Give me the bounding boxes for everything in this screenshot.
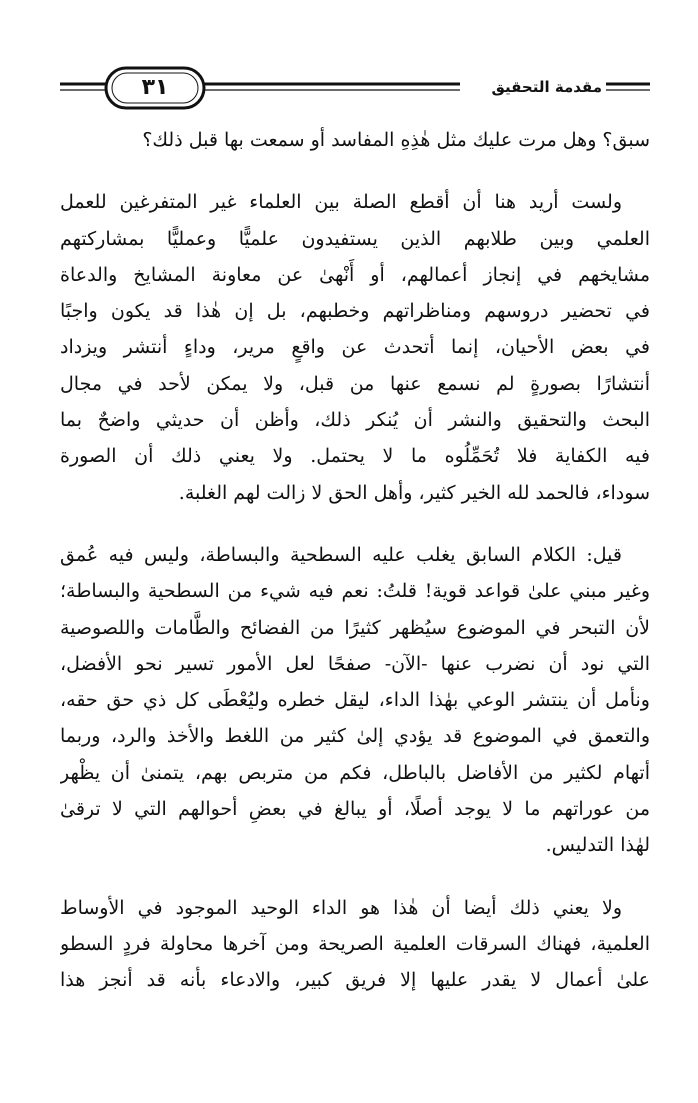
- text-line: وغير مبني علىٰ قواعد قوية! قلتُ: نعم فيه شيء من السطحية والبساطة؛: [60, 580, 650, 603]
- page-header: [60, 62, 650, 118]
- page-number: ٣١: [141, 75, 169, 100]
- text-line: ولست أريد هنا أن أقطع الصلة بين العلماء غير المتفرغين للعمل: [60, 191, 622, 214]
- text-line: والتعمق في الموضوع قد يؤدي إلىٰ كثير من اللغط والأخذ والرد، وربما: [60, 725, 650, 748]
- text-line: العلمية، فهناك السرقات العلمية الصريحة ومن آخرها محاولة فردٍ السطو: [60, 932, 650, 955]
- paragraph: [60, 122, 650, 158]
- text-line: البحث والتحقيق والنشر أن يُنكر ذلك، وأظن أن حديثي واضحٌ بما: [60, 409, 650, 432]
- paragraph: [60, 184, 650, 511]
- text-line: فيه الكفاية فلا تُحَمِّلُوه ما لا يحتمل. ولا يعني ذلك أن الصورة: [60, 445, 650, 468]
- text-line: قيل: الكلام السابق يغلب عليه السطحية والبساطة، وليس فيه عُمق: [60, 543, 622, 566]
- text-line: سبق؟ وهل مرت عليك مثل هٰذِهِ المفاسد أو سمعت بها قبل ذلك؟: [142, 129, 650, 151]
- paragraph: [60, 890, 650, 999]
- text-line: في تحضير دروسهم ومناظراتهم وخطبهم، بل إن هٰذا قد يكون واجبًا: [60, 300, 650, 323]
- paragraph: [60, 537, 650, 864]
- text-line: أنتشارًا بصورةٍ لم نسمع عنها من قبل، ولا يمكن لأحد في مجال: [60, 372, 650, 395]
- text-line: في بعض الأحيان، إنما أتحدث عن واقعٍ مرير، وداءٍ أنتشر ويزداد: [60, 336, 650, 359]
- text-line: العلمي وبين طلابهم الذين يستفيدون علميًّا وعمليًّا بمشاركتهم: [60, 227, 650, 250]
- text-line: التي نود أن نضرب عنها -الآن- صفحًا لعل الأمور تسير نحو الأفضل،: [60, 652, 650, 675]
- text-line: لأن التبحر في الموضوع سيُظهر كثيرًا من الفضائح والطَّامات واللصوصية: [60, 616, 650, 639]
- text-line: أتهام لكثير من الأفاضل بالباطل، فكم من متربص بهم، يتمنىٰ أن يظْهر: [60, 761, 650, 784]
- running-title: مقدمة التحقيق: [491, 78, 602, 96]
- text-line: لهٰذا التدليس.: [545, 834, 650, 857]
- text-line: من عوراتهم ما لا يوجد أصلًا، أو يبالغ في بعضِ أحوالهم التي لا ترقىٰ: [60, 798, 650, 821]
- text-line: سوداء، فالحمد لله الخير كثير، وأهل الحق لا زالت لهم الغلبة.: [178, 481, 650, 504]
- text-line: ولا يعني ذلك أيضا أن هٰذا هو الداء الوحيد الموجود في الأوساط: [60, 896, 622, 919]
- text-line: مشايخهم في إنجاز أعمالهم، أو أَنْهىٰ عن معاونة المشايخ والدعاة: [60, 263, 650, 286]
- body-text: [60, 122, 650, 999]
- text-line: علىٰ أعمال لا يقدر عليها إلا فريق كبير، والادعاء بأنه قد أنجز هذا: [60, 969, 650, 992]
- text-line: ونأمل أن ينتشر الوعي بهٰذا الداء، ليقل خطره وليُعْطَى كل ذي حق حقه،: [60, 689, 650, 712]
